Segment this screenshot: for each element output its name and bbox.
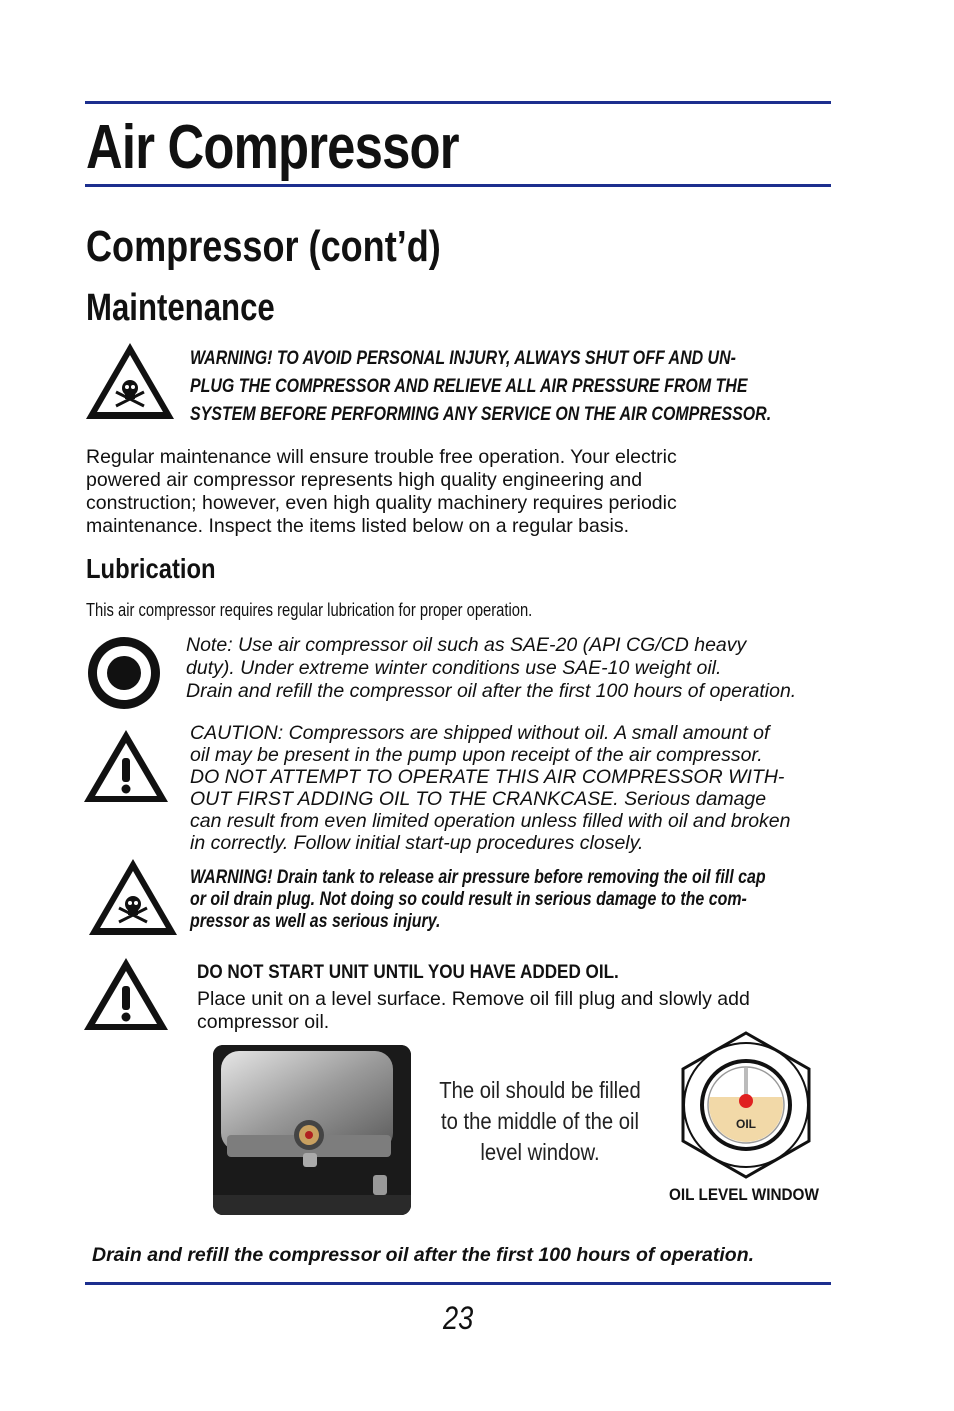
- note-line: Drain and refill the compressor oil after the first 100 hours of operation.: [186, 680, 797, 702]
- caution-exclamation-icon: [82, 956, 170, 1032]
- warning-line: SYSTEM BEFORE PERFORMING ANY SERVICE ON THE AIR COMPRESSOR.: [190, 404, 772, 425]
- fill-note-line: The oil should be filled: [439, 1077, 641, 1103]
- drain-refill-note: Drain and refill the compressor oil after the first 100 hours of operation.: [92, 1244, 755, 1266]
- section-heading: Compressor (cont’d): [86, 222, 441, 271]
- oil-level-window-caption: OIL LEVEL WINDOW: [669, 1185, 819, 1204]
- compressor-oil-photo: [213, 1045, 411, 1215]
- oil-note: [186, 634, 796, 703]
- fill-level-note: [434, 1075, 645, 1168]
- body-line: maintenance. Inspect the items listed below on a regular basis.: [86, 515, 630, 537]
- lubrication-heading: Lubrication: [86, 553, 216, 584]
- note-line: duty). Under extreme winter conditions use SAE-10 weight oil.: [186, 657, 722, 679]
- oil-level-window-diagram: [670, 1030, 822, 1180]
- caution-exclamation-icon: [82, 728, 170, 804]
- caution-line: in correctly. Follow initial start-up procedures closely.: [190, 832, 644, 854]
- maintenance-body: [86, 446, 806, 538]
- caution-line: DO NOT ATTEMPT TO OPERATE THIS AIR COMPRESSOR WITH-: [190, 766, 785, 788]
- drain-tank-warning: [190, 867, 766, 933]
- compressor-photo-drawing: [213, 1045, 411, 1215]
- skull-warning-icon: [83, 340, 177, 422]
- bottom-rule: [85, 1282, 831, 1285]
- subsection-heading: Maintenance: [86, 287, 275, 329]
- fill-note-line: to the middle of the oil: [440, 1108, 640, 1134]
- page-number: 23: [443, 1300, 474, 1336]
- page-title: Air Compressor: [86, 113, 459, 182]
- warning-line: PLUG THE COMPRESSOR AND RELIEVE ALL AIR PRESSURE FROM THE: [190, 376, 748, 397]
- warning2-line: or oil drain plug. Not doing so could result in serious damage to the com-: [190, 889, 747, 910]
- caution-line: CAUTION: Compressors are shipped without oil. A small amount of: [190, 722, 770, 744]
- caution-line: oil may be present in the pump upon receipt of the air compressor.: [190, 744, 763, 766]
- top-rule: [85, 101, 831, 104]
- body-line: powered air compressor represents high quality engineering and: [86, 469, 643, 491]
- caution-line: OUT FIRST ADDING OIL TO THE CRANKCASE. Serious damage: [190, 788, 767, 810]
- place-line: Place unit on a level surface. Remove oil fill plug and slowly add: [197, 988, 750, 1010]
- warning2-line: pressor as well as serious injury.: [190, 911, 441, 932]
- maintenance-warning: [190, 345, 771, 429]
- body-line: construction; however, even high quality machinery requires periodic: [86, 492, 677, 514]
- gauge-label: OIL: [736, 1117, 756, 1131]
- place-line: compressor oil.: [197, 1011, 330, 1033]
- caution-text: [190, 722, 790, 854]
- body-line: Regular maintenance will ensure trouble free operation. Your electric: [86, 446, 677, 468]
- warning2-line: WARNING! Drain tank to release air pressure before removing the oil fill cap: [190, 867, 766, 888]
- skull-warning-icon: [86, 856, 180, 938]
- warning-line: WARNING! TO AVOID PERSONAL INJURY, ALWAYS SHUT OFF AND UN-: [190, 348, 736, 369]
- place-instructions: [197, 988, 750, 1034]
- caution-line: can result from even limited operation unless filled with oil and broken: [190, 810, 791, 832]
- title-rule: [85, 184, 831, 187]
- do-not-start-notice: DO NOT START UNIT UNTIL YOU HAVE ADDED OIL.: [197, 962, 619, 983]
- bullseye-icon: [86, 635, 162, 711]
- fill-note-line: level window.: [480, 1139, 600, 1165]
- note-line: Note: Use air compressor oil such as SAE-20 (API CG/CD heavy: [186, 634, 747, 656]
- lubrication-intro: This air compressor requires regular lubrication for proper operation.: [86, 600, 533, 620]
